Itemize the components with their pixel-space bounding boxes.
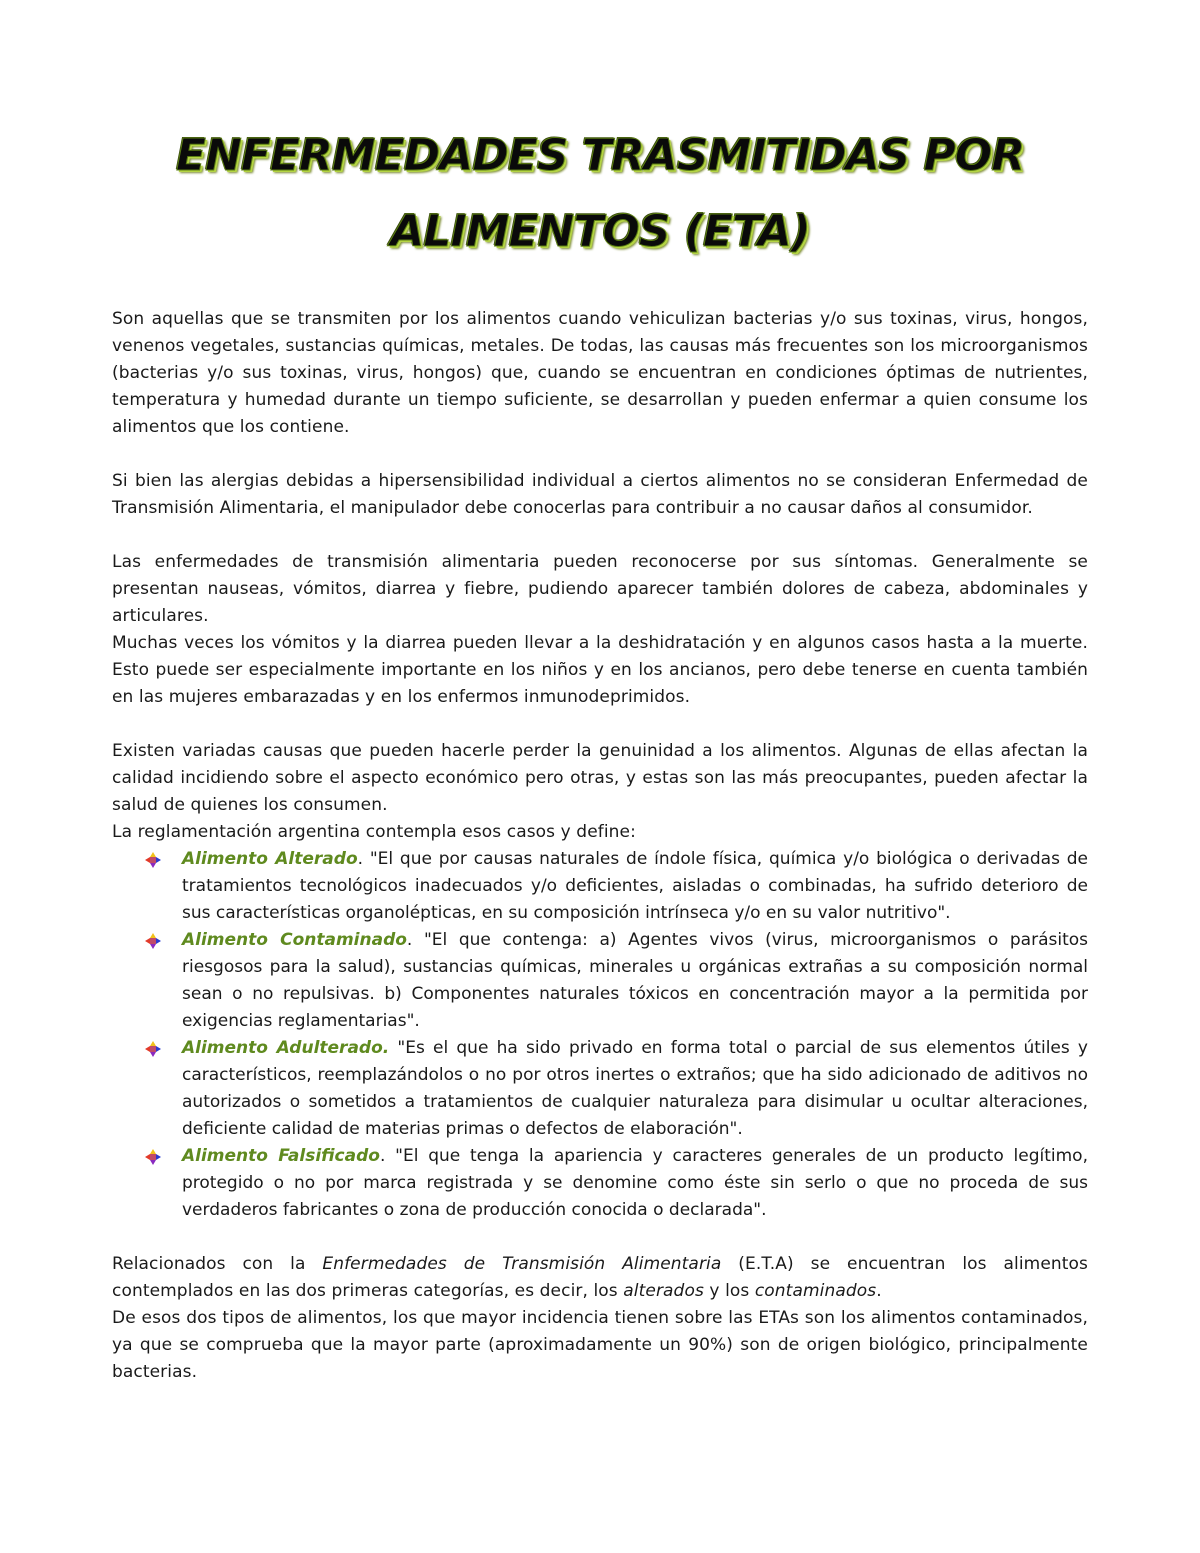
four-color-arrow-bullet-icon xyxy=(144,1148,162,1166)
definition-text: . "El que por causas naturales de índole física, química y/o biológica o derivadas de tratamientos tecnológicos inadecuados y/o deficientes, aisladas o combinadas, ha sufrido deterioro de sus características organolépticas, en su composición intrínseca y/o en su valor nutritivo". xyxy=(182,849,1088,923)
text-run: Relacionados con la xyxy=(112,1254,323,1274)
paragraph-allergies: Si bien las alergias debidas a hipersensibilidad individual a ciertos alimentos no se consideran Enfermedad de Transmisión Alimentaria, el manipulador debe conocerlas para contribuir a no causar daños al consumidor. xyxy=(112,471,1088,518)
paragraph-symptoms: Las enfermedades de transmisión alimentaria pueden reconocerse por sus síntomas. Generalmente se presentan nauseas, vómitos, diarrea y fiebre, pudiendo aparecer también dolores de cabeza, abdominales y articulares. xyxy=(112,552,1088,626)
paragraph-incidence: De esos dos tipos de alimentos, los que mayor incidencia tienen sobre las ETAs son los alimentos contaminados, ya que se comprueba que la mayor parte (aproximadamente un 90%) son de origen biológico, principalmente bacterias. xyxy=(112,1308,1088,1382)
emphasis-eta: Enfermedades de Transmisión Alimentaria xyxy=(322,1254,722,1274)
definition-term: Alimento Falsificado xyxy=(182,1146,380,1166)
text-run: y los xyxy=(703,1281,755,1301)
definitions-list xyxy=(112,846,1088,1224)
paragraph-eta-relation xyxy=(112,1251,1088,1305)
document-page xyxy=(112,118,1088,1386)
list-item xyxy=(182,1035,1088,1143)
text-run: . xyxy=(876,1281,882,1301)
paragraph-risks: Muchas veces los vómitos y la diarrea pueden llevar a la deshidratación y en algunos casos hasta a la muerte. Esto puede ser especialmente importante en los niños y en los ancianos, pero debe tenerse en cuenta también en las mujeres embarazadas y en los enfermos inmunodeprimidos. xyxy=(112,633,1088,707)
list-item xyxy=(182,927,1088,1035)
list-item xyxy=(182,1143,1088,1224)
definition-term: Alimento Alterado xyxy=(182,849,358,869)
text-run: (E.T.A) se encuentran los alimentos contemplados en las dos primeras categorías, es decir, los xyxy=(112,1254,1088,1301)
paragraph-definition: Son aquellas que se transmiten por los alimentos cuando vehiculizan bacterias y/o sus toxinas, virus, hongos, venenos vegetales, sustancias químicas, metales. De todas, las causas más frecuentes son los microorganismos (bacterias y/o sus toxinas, virus, hongos) que, cuando se encuentran en condiciones óptimas de nutrientes, temperatura y humedad durante un tiempo suficiente, se desarrollan y pueden enfermar a quien consume los alimentos que los contiene. xyxy=(112,309,1088,437)
definition-text: . "El que contenga: a) Agentes vivos (virus, microorganismos o parásitos riesgosos para la salud), sustancias químicas, minerales u orgánicas extrañas a su composición normal sean o no repulsivas. b) Componentes naturales tóxicos en concentración mayor a la permitida por exigencias reglamentarias". xyxy=(182,930,1088,1031)
paragraph-causes: Existen variadas causas que pueden hacerle perder la genuinidad a los alimentos. Algunas de ellas afectan la calidad incidiendo sobre el aspecto económico pero otras, y estas son las más preocupantes, pueden afectar la salud de quienes los consumen. xyxy=(112,741,1088,815)
title-line-2: ALIMENTOS (ETA) xyxy=(390,206,810,257)
definition-term: Alimento Adulterado. xyxy=(182,1038,390,1058)
title-line-1: ENFERMEDADES TRASMITIDAS POR xyxy=(175,130,1025,181)
emphasis-alterados: alterados xyxy=(623,1281,704,1301)
four-color-arrow-bullet-icon xyxy=(144,932,162,950)
emphasis-contaminados: contaminados xyxy=(754,1281,877,1301)
definition-text: . "El que tenga la apariencia y caracteres generales de un producto legítimo, protegido o no por marca registrada y se denomine como éste sin serlo o que no proceda de sus verdaderos fabricantes o zona de producción conocida o declarada". xyxy=(182,1146,1088,1220)
list-item xyxy=(182,846,1088,927)
definition-text: "Es el que ha sido privado en forma total o parcial de sus elementos útiles y característicos, reemplazándolos o no por otros inertes o extraños; que ha sido adicionado de aditivos no autorizados o sometidos a tratamientos de cualquier naturaleza para disimular u ocultar alteraciones, deficiente calidad de materias primas o defectos de elaboración". xyxy=(182,1038,1088,1139)
four-color-arrow-bullet-icon xyxy=(144,851,162,869)
definition-term: Alimento Contaminado xyxy=(182,930,407,950)
four-color-arrow-bullet-icon xyxy=(144,1040,162,1058)
document-title xyxy=(112,118,1088,270)
paragraph-regulation-intro: La reglamentación argentina contempla esos casos y define: xyxy=(112,822,636,842)
